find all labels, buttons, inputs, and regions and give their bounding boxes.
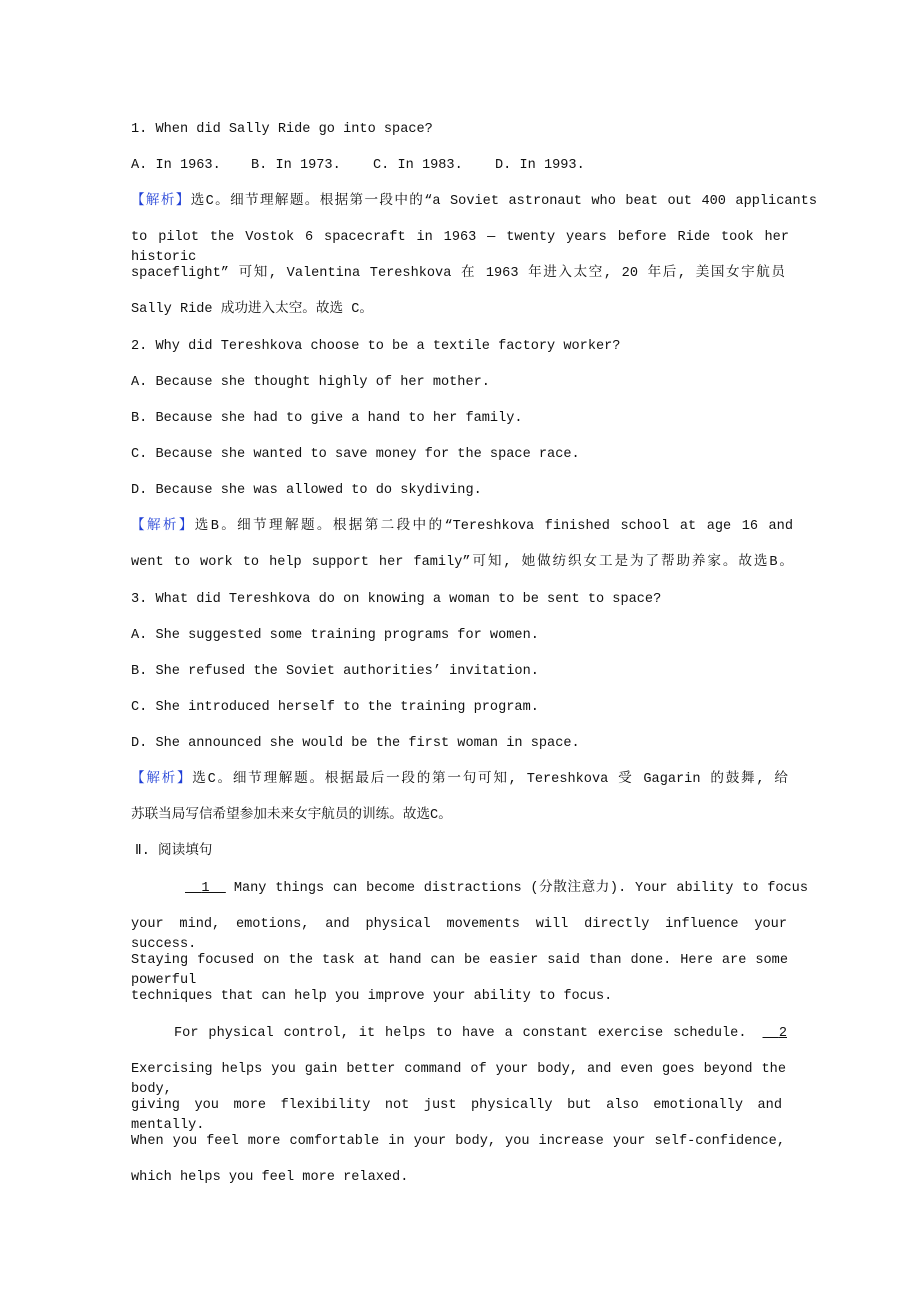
paragraph-2-line: Exercising helps you gain better command of your body, and even goes beyond the body, — [131, 1062, 786, 1097]
analysis-2-line: 【解析】选B。细节理解题。根据第二段中的“Tereshkova finished school at age 16 and — [131, 519, 793, 534]
paragraph-2-line: which helps you feel more relaxed. — [131, 1170, 409, 1185]
paragraph-2-line: When you feel more comfortable in your body, you increase your self-confidence, — [131, 1134, 785, 1149]
analysis-1-line: Sally Ride 成功进入太空。故选 C。 — [131, 302, 373, 317]
paragraph-1-line: techniques that can help you improve your ability to focus. — [131, 989, 613, 1004]
paragraph-1-line: your mind, emotions, and physical movements will directly influence your success. — [131, 917, 787, 952]
question-3: 3. What did Tereshkova do on knowing a woman to be sent to space? — [131, 592, 662, 607]
option-c: C. In 1983. — [373, 158, 463, 173]
analysis-label: 【解析】 — [131, 194, 191, 209]
question-1: 1. When did Sally Ride go into space? — [131, 122, 433, 137]
question-1-options — [131, 156, 591, 176]
option-a: A. In 1963. — [131, 158, 221, 173]
blank-2-number: 2 — [778, 1026, 787, 1041]
option-c: C. Because she wanted to save money for the space race. — [131, 447, 580, 462]
paragraph-1-line: 1 Many things can become distractions (分散注意力). Your ability to focus — [183, 879, 808, 899]
option-d: D. She announced she would be the first woman in space. — [131, 736, 580, 751]
option-d: D. In 1993. — [495, 158, 585, 173]
analysis-3-line: 苏联当局写信希望参加未来女宇航员的训练。故选C。 — [131, 808, 452, 823]
blank-1 — [183, 879, 228, 899]
option-b: B. Because she had to give a hand to her family. — [131, 411, 523, 426]
question-2: 2. Why did Tereshkova choose to be a textile factory worker? — [131, 339, 621, 354]
analysis-3-line: 【解析】选C。细节理解题。根据最后一段的第一句可知, Tereshkova 受 Gagarin 的鼓舞, 给 — [131, 772, 788, 787]
option-b: B. She refused the Soviet authorities’ invitation. — [131, 664, 539, 679]
paragraph-2-line: For physical control, it helps to have a constant exercise schedule. 2 — [174, 1024, 789, 1044]
paragraph-2-line: giving you more flexibility not just physically but also emotionally and mentally. — [131, 1098, 782, 1133]
option-a: A. She suggested some training programs for women. — [131, 628, 539, 643]
analysis-1-line: 【解析】选C。细节理解题。根据第一段中的“a Soviet astronaut who beat out 400 applicants — [131, 194, 817, 209]
option-a: A. Because she thought highly of her mother. — [131, 375, 490, 390]
analysis-2-line: went to work to help support her family”可知, 她做纺织女工是为了帮助养家。故选B。 — [131, 555, 793, 570]
blank-1-number: 1 — [201, 881, 210, 896]
analysis-label: 【解析】 — [131, 772, 193, 787]
section-title: Ⅱ. 阅读填句 — [135, 844, 213, 859]
blank-2 — [761, 1024, 790, 1044]
analysis-1-line: to pilot the Vostok 6 spacecraft in 1963 — twenty years before Ride took her historic — [131, 230, 789, 265]
paragraph-1-line: Staying focused on the task at hand can be easier said than done. Here are some powerful — [131, 953, 788, 988]
analysis-label: 【解析】 — [131, 519, 195, 534]
option-c: C. She introduced herself to the training program. — [131, 700, 539, 715]
analysis-1-line: spaceflight” 可知, Valentina Tereshkova 在 1963 年进入太空, 20 年后, 美国女宇航员 — [131, 266, 785, 281]
option-d: D. Because she was allowed to do skydiving. — [131, 483, 482, 498]
option-b: B. In 1973. — [251, 158, 341, 173]
